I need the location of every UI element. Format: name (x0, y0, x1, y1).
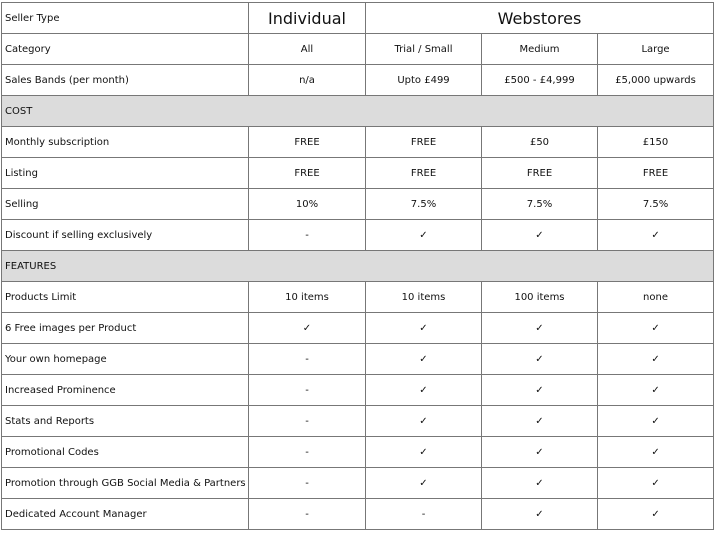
sales-band-medium: £500 - £4,999 (482, 65, 598, 96)
category-row (2, 34, 714, 65)
cell-large: 7.5% (598, 189, 714, 220)
row-label: Stats and Reports (2, 406, 249, 437)
row-label: Discount if selling exclusively (2, 220, 249, 251)
cell-large: ✓ (598, 344, 714, 375)
cell-large: ✓ (598, 313, 714, 344)
cell-individual: ✓ (249, 313, 366, 344)
cell-individual: - (249, 220, 366, 251)
cell-trial-small: - (366, 499, 482, 530)
cell-medium: 100 items (482, 282, 598, 313)
table-row (2, 282, 714, 313)
sales-bands-row (2, 65, 714, 96)
cell-trial-small: FREE (366, 127, 482, 158)
seller-type-label: Seller Type (2, 3, 249, 34)
cell-individual: 10 items (249, 282, 366, 313)
table-row (2, 499, 714, 530)
cell-individual: - (249, 499, 366, 530)
row-label: Promotion through GGB Social Media & Partners (2, 468, 249, 499)
cell-medium: ✓ (482, 375, 598, 406)
cell-trial-small: ✓ (366, 344, 482, 375)
cost-section-row (2, 96, 714, 127)
cell-trial-small: 10 items (366, 282, 482, 313)
cell-trial-small: ✓ (366, 468, 482, 499)
table-row (2, 158, 714, 189)
seller-pricing-table (1, 2, 714, 530)
row-label: Promotional Codes (2, 437, 249, 468)
row-label: Monthly subscription (2, 127, 249, 158)
table-row (2, 220, 714, 251)
category-individual: All (249, 34, 366, 65)
row-label: 6 Free images per Product (2, 313, 249, 344)
row-label: Listing (2, 158, 249, 189)
table-row (2, 344, 714, 375)
sales-band-trial-small: Upto £499 (366, 65, 482, 96)
table-row (2, 468, 714, 499)
sales-band-large: £5,000 upwards (598, 65, 714, 96)
cell-trial-small: 7.5% (366, 189, 482, 220)
cell-medium: £50 (482, 127, 598, 158)
cell-trial-small: ✓ (366, 375, 482, 406)
cell-medium: ✓ (482, 437, 598, 468)
webstores-header: Webstores (366, 3, 714, 34)
sales-bands-label: Sales Bands (per month) (2, 65, 249, 96)
cell-individual: - (249, 344, 366, 375)
table-row (2, 375, 714, 406)
cell-individual: - (249, 406, 366, 437)
cell-large: £150 (598, 127, 714, 158)
table-row (2, 437, 714, 468)
cell-trial-small: ✓ (366, 220, 482, 251)
cell-medium: ✓ (482, 313, 598, 344)
individual-header: Individual (249, 3, 366, 34)
row-label: Increased Prominence (2, 375, 249, 406)
cell-medium: ✓ (482, 344, 598, 375)
category-medium: Medium (482, 34, 598, 65)
cost-section-title: COST (2, 96, 714, 127)
cell-individual: FREE (249, 127, 366, 158)
cell-large: ✓ (598, 499, 714, 530)
cell-individual: FREE (249, 158, 366, 189)
cell-medium: 7.5% (482, 189, 598, 220)
cell-medium: ✓ (482, 406, 598, 437)
cell-individual: - (249, 468, 366, 499)
cell-large: ✓ (598, 375, 714, 406)
cell-large: ✓ (598, 406, 714, 437)
cell-medium: FREE (482, 158, 598, 189)
seller-type-row (2, 3, 714, 34)
pricing-table-container (1, 2, 714, 530)
cell-large: ✓ (598, 220, 714, 251)
features-section-row (2, 251, 714, 282)
row-label: Selling (2, 189, 249, 220)
row-label: Dedicated Account Manager (2, 499, 249, 530)
cell-individual: - (249, 375, 366, 406)
sales-band-individual: n/a (249, 65, 366, 96)
cell-individual: 10% (249, 189, 366, 220)
cell-medium: ✓ (482, 499, 598, 530)
row-label: Products Limit (2, 282, 249, 313)
category-label: Category (2, 34, 249, 65)
cell-individual: - (249, 437, 366, 468)
cell-large: FREE (598, 158, 714, 189)
cell-trial-small: ✓ (366, 437, 482, 468)
category-trial-small: Trial / Small (366, 34, 482, 65)
cell-large: ✓ (598, 437, 714, 468)
cell-medium: ✓ (482, 220, 598, 251)
row-label: Your own homepage (2, 344, 249, 375)
cell-medium: ✓ (482, 468, 598, 499)
table-row (2, 406, 714, 437)
cell-trial-small: ✓ (366, 313, 482, 344)
features-section-title: FEATURES (2, 251, 714, 282)
table-row (2, 313, 714, 344)
cell-large: none (598, 282, 714, 313)
cell-large: ✓ (598, 468, 714, 499)
table-row (2, 127, 714, 158)
table-row (2, 189, 714, 220)
category-large: Large (598, 34, 714, 65)
cell-trial-small: ✓ (366, 406, 482, 437)
cell-trial-small: FREE (366, 158, 482, 189)
